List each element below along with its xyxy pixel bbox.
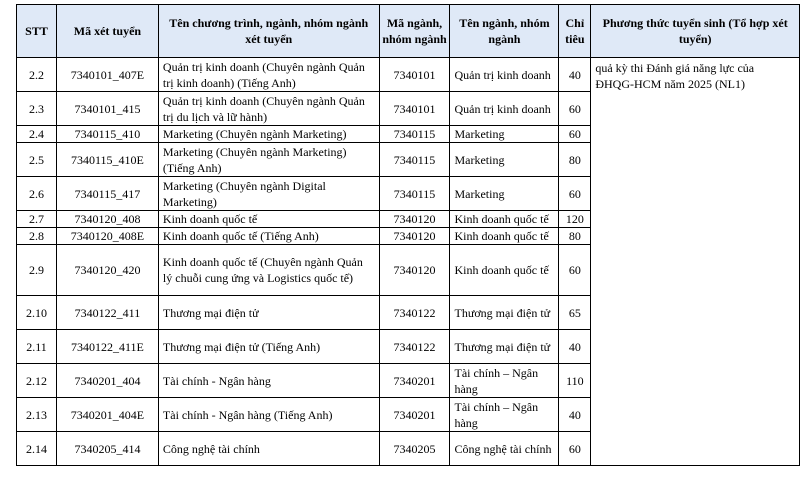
major-name-cell: Marketing (450, 177, 559, 211)
stt-cell: 2.13 (17, 398, 57, 432)
major-name-cell: Marketing (450, 126, 559, 143)
major-code-cell: 7340122 (379, 296, 450, 330)
code-cell: 7340120_408E (56, 228, 158, 245)
admission-table-container (16, 4, 800, 466)
stt-cell: 2.5 (17, 143, 57, 177)
code-cell: 7340115_417 (56, 177, 158, 211)
program-cell: Marketing (Chuyên ngành Marketing) (Tiếng Anh) (158, 143, 379, 177)
program-cell: Tài chính - Ngân hàng (158, 364, 379, 398)
quota-cell: 40 (559, 58, 591, 92)
code-cell: 7340201_404 (56, 364, 158, 398)
major-name-cell: Kinh doanh quốc tế (450, 245, 559, 296)
major-code-cell: 7340205 (379, 432, 450, 466)
major-name-cell: Kinh doanh quốc tế (450, 228, 559, 245)
quota-cell: 60 (559, 177, 591, 211)
stt-cell: 2.3 (17, 92, 57, 126)
stt-cell: 2.9 (17, 245, 57, 296)
quota-cell: 60 (559, 126, 591, 143)
header-quota: Chỉ tiêu (559, 5, 591, 58)
major-code-cell: 7340101 (379, 92, 450, 126)
program-cell: Quản trị kinh doanh (Chuyên ngành Quản trị kinh doanh) (Tiếng Anh) (158, 58, 379, 92)
major-name-cell: Kinh doanh quốc tế (450, 211, 559, 228)
quota-cell: 80 (559, 143, 591, 177)
program-cell: Thương mại điện tử (158, 296, 379, 330)
stt-cell: 2.2 (17, 58, 57, 92)
stt-cell: 2.8 (17, 228, 57, 245)
major-code-cell: 7340120 (379, 211, 450, 228)
major-code-cell: 7340101 (379, 58, 450, 92)
code-cell: 7340120_408 (56, 211, 158, 228)
program-cell: Công nghệ tài chính (158, 432, 379, 466)
header-stt: STT (17, 5, 57, 58)
quota-cell: 60 (559, 92, 591, 126)
code-cell: 7340115_410E (56, 143, 158, 177)
code-cell: 7340205_414 (56, 432, 158, 466)
major-name-cell: Quản trị kinh doanh (450, 58, 559, 92)
code-cell: 7340122_411 (56, 296, 158, 330)
code-cell: 7340122_411E (56, 330, 158, 364)
quota-cell: 60 (559, 432, 591, 466)
program-cell: Thương mại điện tử (Tiếng Anh) (158, 330, 379, 364)
stt-cell: 2.4 (17, 126, 57, 143)
quota-cell: 120 (559, 211, 591, 228)
stt-cell: 2.14 (17, 432, 57, 466)
code-cell: 7340120_420 (56, 245, 158, 296)
code-cell: 7340201_404E (56, 398, 158, 432)
quota-cell: 80 (559, 228, 591, 245)
program-cell: Marketing (Chuyên ngành Digital Marketing) (158, 177, 379, 211)
quota-cell: 65 (559, 296, 591, 330)
major-name-cell: Quản trị kinh doanh (450, 92, 559, 126)
major-name-cell: Thương mại điện tử (450, 296, 559, 330)
major-name-cell: Tài chính – Ngân hàng (450, 398, 559, 432)
header-method: Phương thức tuyển sinh (Tổ hợp xét tuyển) (591, 5, 800, 58)
major-code-cell: 7340122 (379, 330, 450, 364)
program-cell: Kinh doanh quốc tế (Chuyên ngành Quản lý chuỗi cung ứng và Logistics quốc tế) (158, 245, 379, 296)
major-code-cell: 7340115 (379, 126, 450, 143)
major-code-cell: 7340115 (379, 177, 450, 211)
code-cell: 7340101_407E (56, 58, 158, 92)
header-code: Mã xét tuyển (56, 5, 158, 58)
program-cell: Kinh doanh quốc tế (158, 211, 379, 228)
major-code-cell: 7340120 (379, 228, 450, 245)
major-code-cell: 7340120 (379, 245, 450, 296)
code-cell: 7340115_410 (56, 126, 158, 143)
program-cell: Quản trị kinh doanh (Chuyên ngành Quản trị du lịch và lữ hành) (158, 92, 379, 126)
major-code-cell: 7340201 (379, 398, 450, 432)
quota-cell: 60 (559, 245, 591, 296)
quota-cell: 40 (559, 398, 591, 432)
stt-cell: 2.12 (17, 364, 57, 398)
code-cell: 7340101_415 (56, 92, 158, 126)
admission-table (16, 4, 800, 466)
major-code-cell: 7340201 (379, 364, 450, 398)
quota-cell: 110 (559, 364, 591, 398)
major-name-cell: Marketing (450, 143, 559, 177)
header-major-code: Mã ngành, nhóm ngành (379, 5, 450, 58)
major-name-cell: Thương mại điện tử (450, 330, 559, 364)
method-cell: quả kỳ thi Đánh giá năng lực của ĐHQG-HCM năm 2025 (NL1) (591, 58, 800, 466)
program-cell: Marketing (Chuyên ngành Marketing) (158, 126, 379, 143)
stt-cell: 2.7 (17, 211, 57, 228)
header-major-name: Tên ngành, nhóm ngành (450, 5, 559, 58)
stt-cell: 2.6 (17, 177, 57, 211)
stt-cell: 2.10 (17, 296, 57, 330)
header-program: Tên chương trình, ngành, nhóm ngành xét tuyển (158, 5, 379, 58)
table-header-row (17, 5, 800, 58)
stt-cell: 2.11 (17, 330, 57, 364)
quota-cell: 40 (559, 330, 591, 364)
program-cell: Kinh doanh quốc tế (Tiếng Anh) (158, 228, 379, 245)
major-name-cell: Tài chính – Ngân hàng (450, 364, 559, 398)
major-name-cell: Công nghệ tài chính (450, 432, 559, 466)
table-row (17, 58, 800, 92)
program-cell: Tài chính - Ngân hàng (Tiếng Anh) (158, 398, 379, 432)
major-code-cell: 7340115 (379, 143, 450, 177)
